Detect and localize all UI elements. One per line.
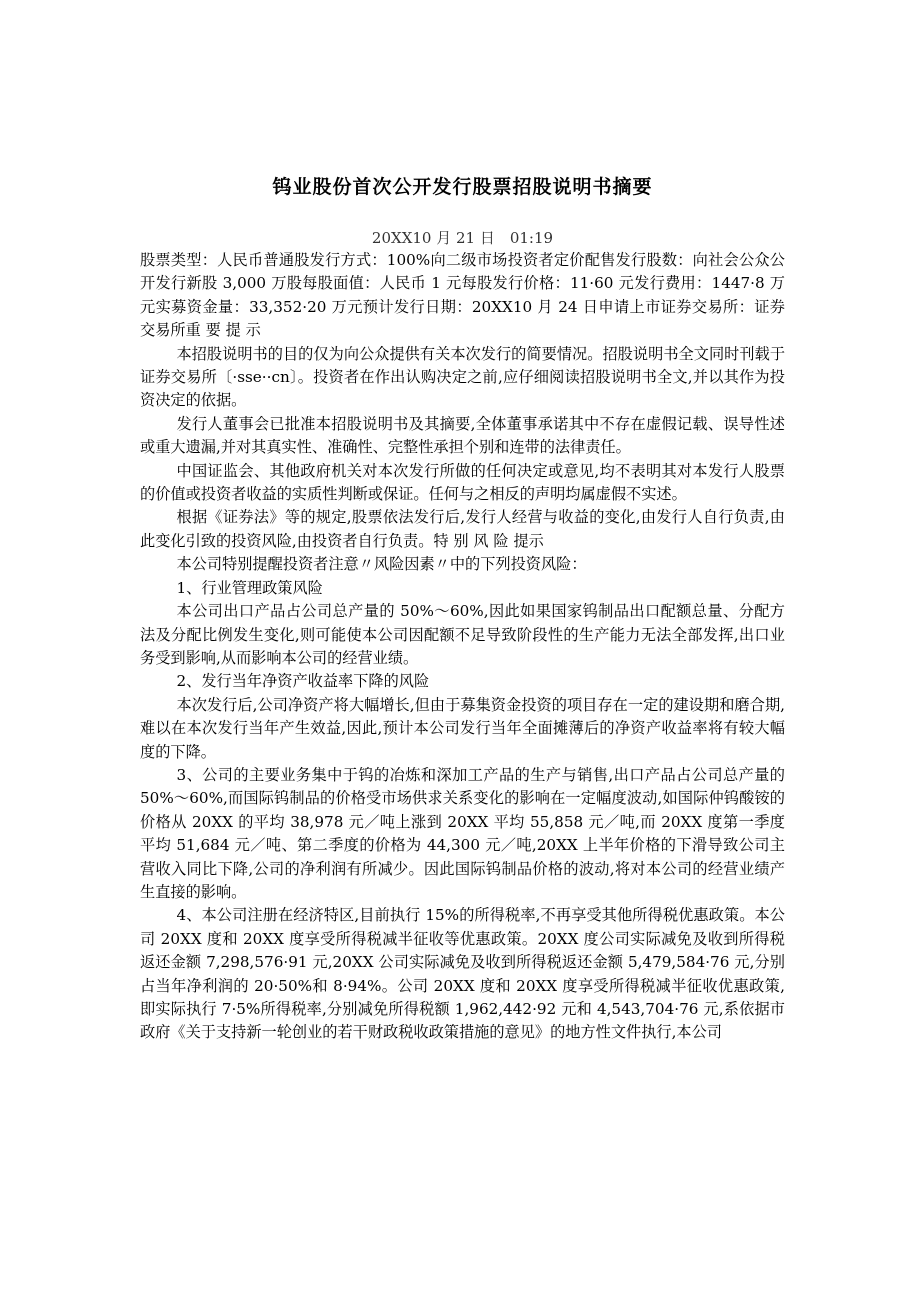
paragraph: 本公司特别提醒投资者注意〃风险因素〃中的下列投资风险： [176,555,587,574]
section-heading: 2、发行当年净资产收益率下降的风险 [176,672,430,691]
paragraph: 股票类型：人民币普通股发行方式：100%向二级市场投资者定价配售发行股数：向社会公众公开发行新股 3,000 万股每股面值：人民币 1 元每股发行价格：11·60 元发行费用：1447·8 万元实募资金量：33,352·20 万元预计发行日期：20XX10 月 24 日申请上市证券交易所：证券交易所重 要 提 示 [140,251,785,340]
paragraph: 中国证监会、其他政府机关对本次发行所做的任何决定或意见,均不表明其对本发行人股票的价值或投资者收益的实质性判断或保证。任何与之相反的声明均属虚假不实述。 [140,461,785,504]
document-body [140,249,785,1045]
paragraph: 4、本公司注册在经济特区,目前执行 15%的所得税率,不再享受其他所得税优惠政策。本公司 20XX 度和 20XX 度享受所得税减半征收等优惠政策。20XX 度公司实际减免及收到所得税返还金额 7,298,576·91 元,20XX 公司实际减免及收到所得税返还金额 5,479,584·76 元,分别占当年净利润的 20·50%和 8·94%。公司 20XX 度和 20XX 度享受所得税减半征收优惠政策,即实际执行 7·5%所得税率,分别减免所得税额 1,962,442·92 元和 4,543,704·76 元,系依据市政府《关于支持新一轮创业的若干财政税收政策措施的意见》的地方性文件执行,本公司 [140,906,785,1042]
publish-date: 20XX10 月 21 日 01:19 [371,229,554,247]
paragraph: 3、公司的主要业务集中于钨的冶炼和深加工产品的生产与销售,出口产品占公司总产量的 50%～60%,而国际钨制品的价格受市场供求关系变化的影响在一定幅度波动,如国际仲钨酸铵的价格从 20XX 的平均 38,978 元／吨上涨到 20XX 平均 55,858 元／吨,而 20XX 度第一季度平均 51,684 元／吨、第二季度的价格为 44,300 元／吨,20XX 上半年价格的下滑导致公司主营收入同比下降,公司的净利润有所减少。因此国际钨制品价格的波动,将对本公司的经营业绩产生直接的影响。 [140,765,785,901]
paragraph: 发行人董事会已批准本招股说明书及其摘要,全体董事承诺其中不存在虚假记载、误导性述或重大遗漏,并对其真实性、准确性、完整性承担个别和连带的法律责任。 [140,414,785,457]
paragraph: 本招股说明书的目的仅为向公众提供有关本次发行的简要情况。招股说明书全文同时刊载于证券交易所〔·sse··cn〕。投资者在作出认购决定之前,应仔细阅读招股说明书全文,并以其作为投资决定的依据。 [140,344,785,410]
document-title: 钨业股份首次公开发行股票招股说明书摘要 [272,176,653,198]
section-heading: 1、行业管理政策风险 [176,578,323,597]
paragraph: 本公司出口产品占公司总产量的 50%～60%,因此如果国家钨制品出口配额总量、分配方法及分配比例发生变化,则可能使本公司因配额不足导致阶段性的生产能力无法全部发挥,出口业务受到影响,从而影响本公司的经营业绩。 [140,602,785,667]
paragraph: 根据《证券法》等的规定,股票依法发行后,发行人经营与收益的变化,由发行人自行负责,由此变化引致的投资风险,由投资者自行负责。特 别 风 险 提示 [140,508,785,550]
paragraph: 本次发行后,公司净资产将大幅增长,但由于募集资金投资的项目存在一定的建设期和磨合期,难以在本次发行当年产生效益,因此,预计本公司发行当年全面摊薄后的净资产收益率将有较大幅度的下降。 [140,695,785,761]
